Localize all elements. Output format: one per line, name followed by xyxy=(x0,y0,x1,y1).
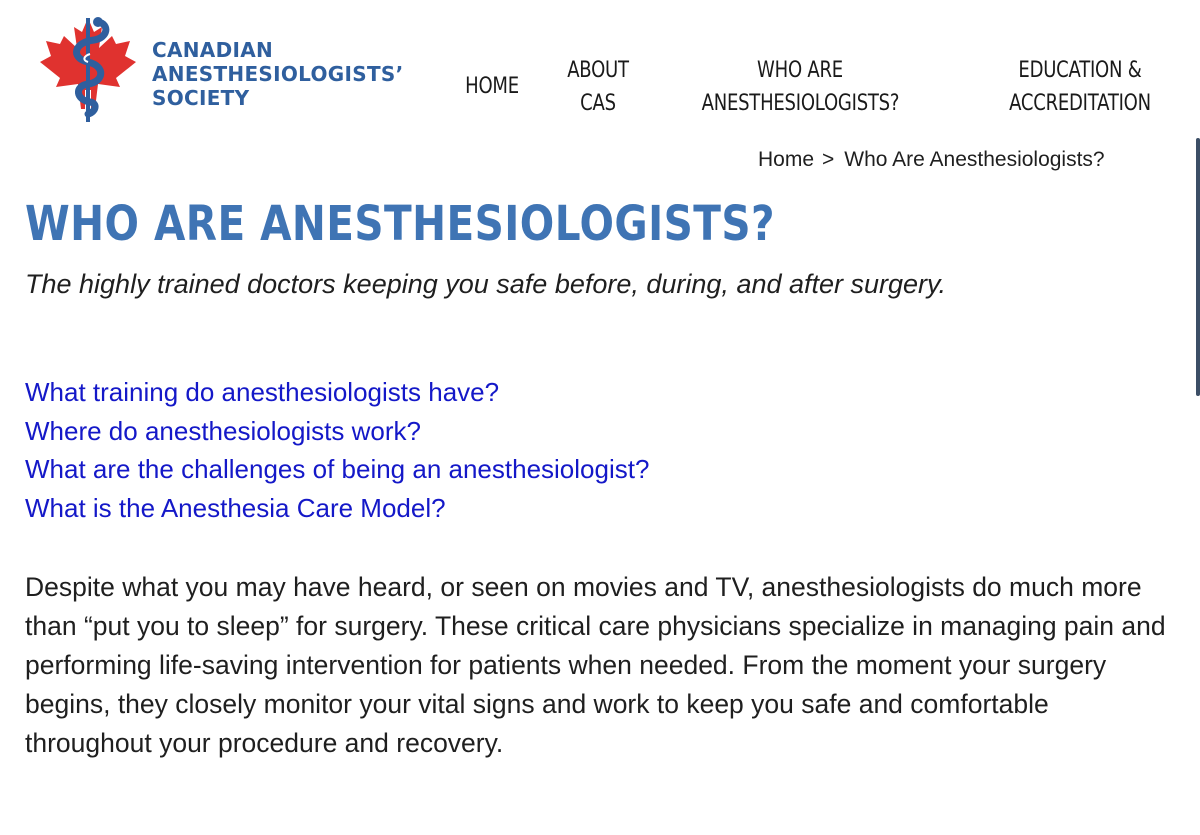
faq-link-where-work[interactable]: Where do anesthesiologists work? xyxy=(25,415,421,446)
list-item xyxy=(25,450,649,489)
nav-home-label: HOME xyxy=(465,74,519,99)
scrollbar-thumb[interactable] xyxy=(1196,138,1200,396)
page-subtitle: The highly trained doctors keeping you safe before, during, and after surgery. xyxy=(25,269,947,299)
faq-link-training[interactable]: What training do anesthesiologists have? xyxy=(25,377,500,407)
faq-link-challenges[interactable]: What are the challenges of being an anesthesiologist? xyxy=(25,454,650,484)
nav-who-are-anesthesiologists[interactable] xyxy=(702,54,899,120)
nav-about-cas[interactable] xyxy=(557,54,639,120)
intro-paragraph: Despite what you may have heard, or seen on movies and TV, anesthesiologists do much more than “put you to sleep” for surgery. These critical care physicians specialize in managing pain and performing life-saving intervention for patients when needed. From the moment your surgery begins, they closely monitor your vital signs and work to keep you safe and comfortable throughout your procedure and recovery. xyxy=(25,572,1166,758)
faq-link-list xyxy=(25,373,649,527)
list-item xyxy=(25,489,649,528)
brand-name-line-2: ANESTHESIOLOGISTS’ xyxy=(152,62,404,86)
list-item xyxy=(25,373,649,412)
list-item xyxy=(25,412,649,451)
nav-education-accreditation[interactable] xyxy=(994,54,1166,120)
nav-edu-label-line-1: EDUCATION & xyxy=(1018,58,1142,83)
breadcrumb-current: Who Are Anesthesiologists? xyxy=(844,148,1105,171)
nav-who-label-line-2: ANESTHESIOLOGISTS? xyxy=(701,91,900,116)
nav-edu-label-line-2: ACCREDITATION xyxy=(1009,91,1151,116)
brand-name-line-1: CANADIAN xyxy=(152,38,274,62)
brand-name-line-3: SOCIETY xyxy=(152,86,250,110)
site-header xyxy=(0,0,1200,130)
breadcrumb xyxy=(758,146,1105,174)
nav-home[interactable] xyxy=(449,70,534,103)
breadcrumb-separator: > xyxy=(822,148,835,171)
nav-about-label-line-1: ABOUT xyxy=(567,58,629,83)
nav-who-label-line-1: WHO ARE xyxy=(757,58,843,83)
breadcrumb-home-link[interactable]: Home xyxy=(758,148,815,171)
nav-about-label-line-2: CAS xyxy=(580,91,616,116)
page-title: WHO ARE ANESTHESIOLOGISTS? xyxy=(25,196,775,252)
main-nav xyxy=(0,52,1200,122)
faq-link-care-model[interactable]: What is the Anesthesia Care Model? xyxy=(25,492,446,523)
